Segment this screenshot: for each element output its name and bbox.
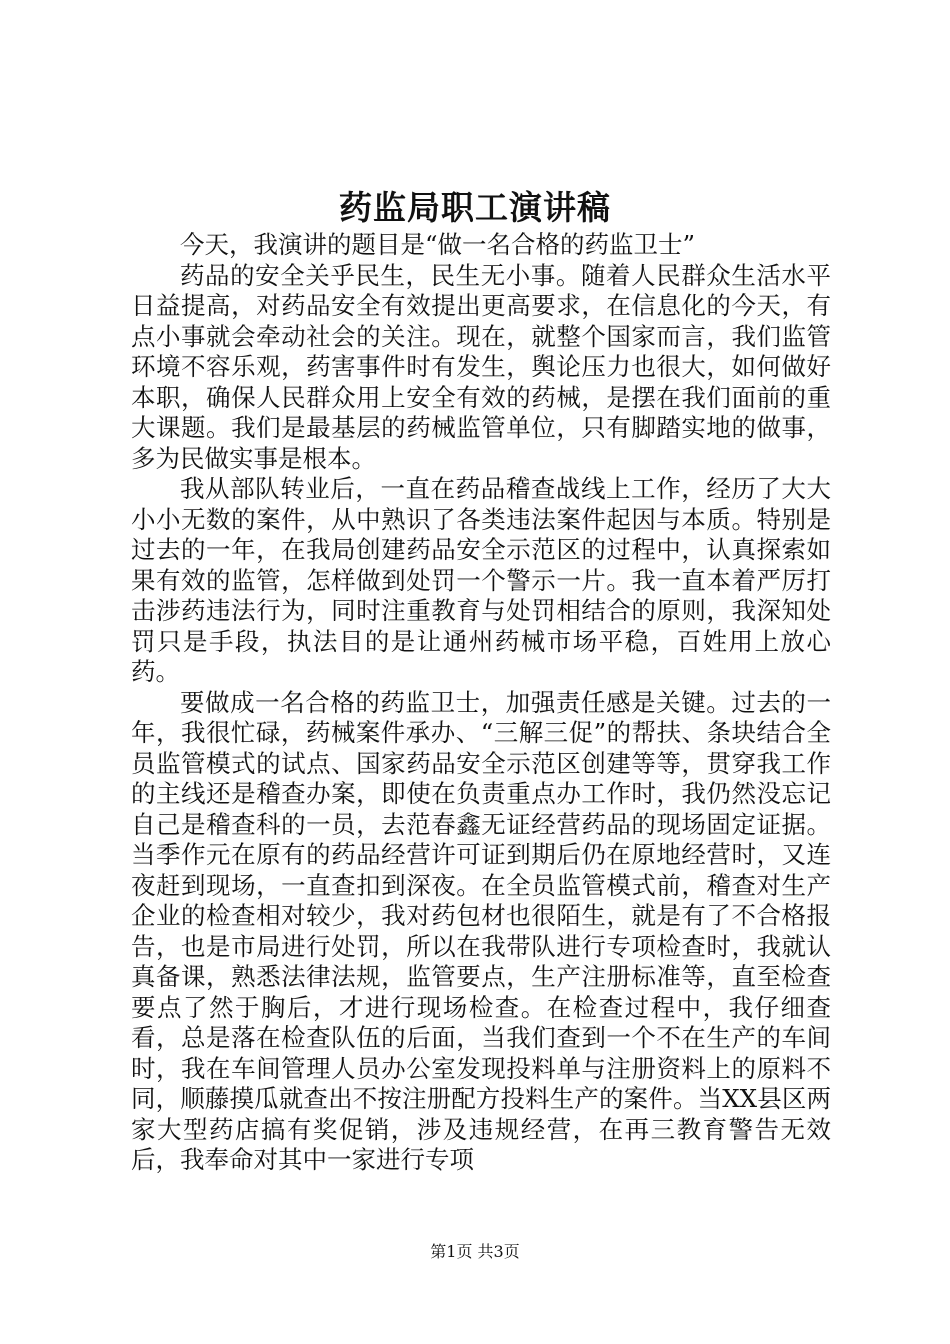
document-body	[131, 230, 831, 1176]
paragraph: 我从部队转业后，一直在药品稽查战线上工作，经历了大大小小无数的案件，从中熟识了各类违法案件起因与本质。特别是过去的一年，在我局创建药品安全示范区的过程中，认真探索如果有效的监管，怎样做到处罚一个警示一片。我一直本着严厉打击涉药违法行为，同时注重教育与处罚相结合的原则，我深知处罚只是手段，执法目的是让通州药械市场平稳，百姓用上放心药。	[131, 474, 831, 686]
paragraph: 要做成一名合格的药监卫士，加强责任感是关键。过去的一年，我很忙碌，药械案件承办、“三解三促”的帮扶、条块结合全员监管模式的试点、国家药品安全示范区创建等等，贯穿我工作的主线还是稽查办案，即使在负责重点办工作时，我仍然没忘记自己是稽查科的一员，去范春鑫无证经营药品的现场固定证据。当季作元在原有的药品经营许可证到期后仍在原地经营时，又连夜赶到现场，一直查扣到深夜。在全员监管模式前，稽查对生产企业的检查相对较少，我对药包材也很陌生，就是有了不合格报告，也是市局进行处罚，所以在我带队进行专项检查时，我就认真备课，熟悉法律法规，监管要点，生产注册标准等，直至检查要点了然于胸后，才进行现场检查。在检查过程中，我仔细查看，总是落在检查队伍的后面，当我们查到一个不在生产的车间时，我在车间管理人员办公室发现投料单与注册资料上的原料不同，顺藤摸瓜就查出不按注册配方投料生产的案件。当XX县区两家大型药店搞有奖促销，涉及违规经营，在再三教育警告无效后，我奉命对其中一家进行专项	[131, 687, 831, 1174]
paragraph: 药品的安全关乎民生，民生无小事。随着人民群众生活水平日益提高，对药品安全有效提出更高要求，在信息化的今天，有点小事就会牵动社会的关注。现在，就整个国家而言，我们监管环境不容乐观，药害事件时有发生，舆论压力也很大，如何做好本职，确保人民群众用上安全有效的药械，是摆在我们面前的重大课题。我们是最基层的药械监管单位，只有脚踏实地的做事，多为民做实事是根本。	[131, 260, 831, 473]
page-number: 第1页 共3页	[430, 1242, 520, 1261]
document-title: 药监局职工演讲稿	[339, 188, 611, 227]
paragraph: 今天，我演讲的题目是“做一名合格的药监卫士”	[180, 230, 696, 259]
